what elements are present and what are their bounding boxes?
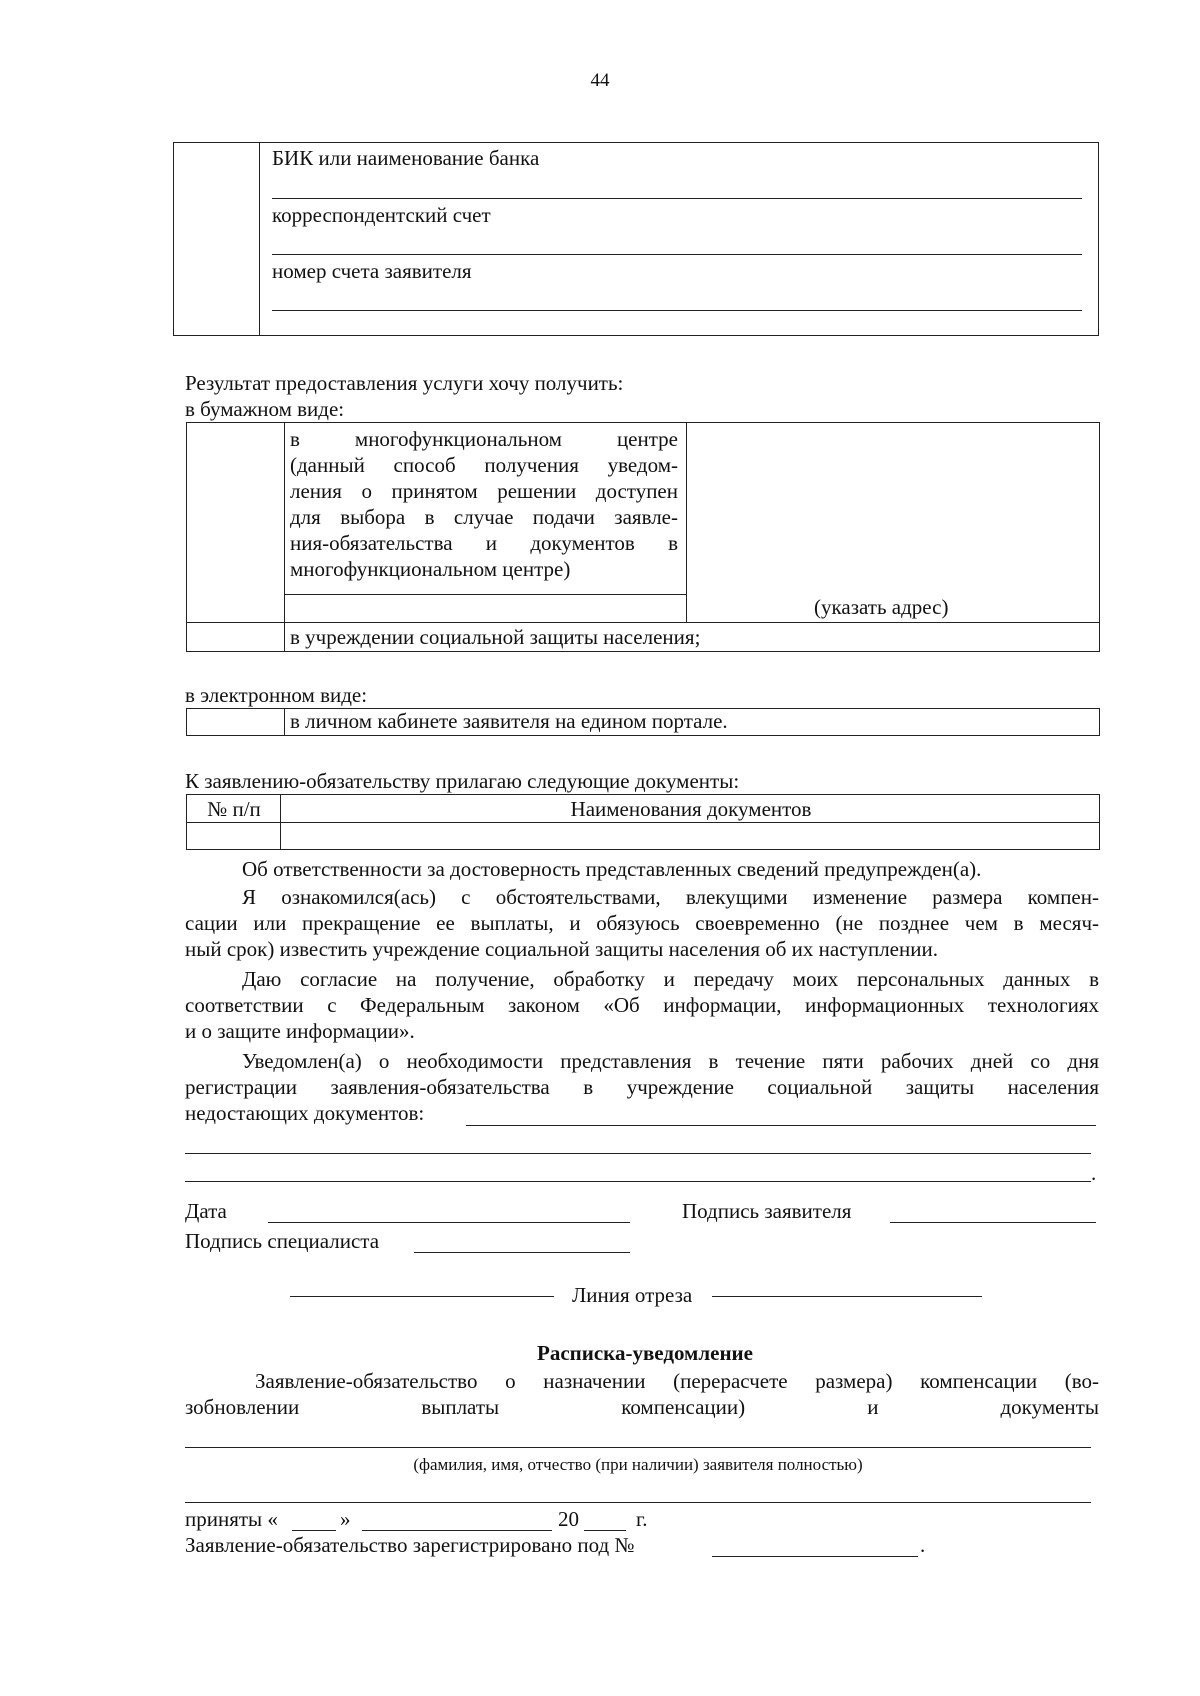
- receipt-word-5: документы: [1000, 1395, 1099, 1419]
- year-suffix: г.: [636, 1507, 648, 1531]
- receipt-line-2: [185, 1394, 1099, 1420]
- documents-intro: К заявлению-обязательству прилагаю следующие документы:: [185, 769, 740, 793]
- bik-label: БИК или наименование банка: [272, 146, 540, 170]
- accepted-year-field[interactable]: [584, 1530, 626, 1531]
- date-field[interactable]: [268, 1222, 630, 1223]
- documents-table-header-line: [186, 822, 1100, 823]
- paper-options-row-line-2: [186, 622, 1100, 623]
- mfc-option-checkbox[interactable]: [188, 424, 282, 620]
- portal-option: в личном кабинете заявителя на едином портале.: [290, 709, 728, 733]
- year-prefix: 20: [558, 1507, 579, 1531]
- electronic-form-label: в электронном виде:: [185, 683, 368, 707]
- bank-details-divider: [259, 142, 260, 336]
- cut-line-right: [712, 1296, 982, 1297]
- cut-line-label: Линия отреза: [572, 1283, 693, 1307]
- missing-docs-field-3[interactable]: [185, 1181, 1091, 1182]
- date-label: Дата: [185, 1199, 227, 1223]
- paper-form-label: в бумажном виде:: [185, 397, 345, 421]
- accepted-prefix: приняты «: [185, 1507, 278, 1531]
- notice-line-3: недостающих документов:: [185, 1101, 425, 1125]
- corr-account-field[interactable]: [272, 254, 1082, 255]
- applicant-fio-field-2[interactable]: [185, 1502, 1091, 1503]
- applicant-fio-field[interactable]: [185, 1447, 1091, 1448]
- receipt-word-2: выплаты: [421, 1395, 500, 1419]
- fio-hint: (фамилия, имя, отчество (при наличии) заявителя полностью): [413, 1455, 863, 1474]
- applicant-signature-label: Подпись заявителя: [682, 1199, 852, 1223]
- receipt-word-3: компенсации): [621, 1395, 746, 1419]
- accepted-month-field[interactable]: [362, 1530, 552, 1531]
- notice-line-1: Уведомлен(а) о необходимости представления в течение пяти рабочих дней со дня: [242, 1049, 1099, 1073]
- accepted-day-field[interactable]: [292, 1530, 336, 1531]
- bik-field[interactable]: [272, 198, 1082, 199]
- consent-line-1: Даю согласие на получение, обработку и передачу моих персональных данных в: [242, 967, 1099, 991]
- receipt-line-1: Заявление-обязательство о назначении (перерасчете размера) компенсации (во-: [255, 1369, 1099, 1393]
- paper-options-divider-1: [284, 422, 285, 652]
- social-institution-checkbox[interactable]: [188, 624, 282, 650]
- receipt-word-4: и: [867, 1395, 879, 1419]
- mfc-option-line-4: для выбора в случае подачи заявле-: [290, 505, 678, 529]
- corr-account-label: корреспондентский счет: [272, 203, 491, 227]
- address-hint: (указать адрес): [814, 595, 949, 619]
- missing-docs-field-2[interactable]: [185, 1153, 1091, 1154]
- registration-number-field[interactable]: [712, 1556, 918, 1557]
- awareness-line-1: Я ознакомился(ась) с обстоятельствами, влекущими изменение размера компен-: [242, 885, 1099, 909]
- mfc-option-line-6: многофункциональном центре): [290, 557, 571, 581]
- social-institution-option: в учреждении социальной защиты населения;: [290, 625, 701, 649]
- mfc-option-line-1: в многофункциональном центре: [290, 427, 678, 451]
- mfc-address-field[interactable]: [690, 424, 1096, 592]
- awareness-line-3: ный срок) известить учреждение социальной защиты населения об их наступлении.: [185, 937, 938, 961]
- consent-line-2: соответствии с Федеральным законом «Об информации, информационных технологиях: [185, 993, 1099, 1017]
- account-field[interactable]: [272, 310, 1082, 311]
- registered-end: .: [920, 1533, 926, 1557]
- missing-docs-period: .: [1091, 1161, 1097, 1185]
- paper-options-divider-2: [686, 422, 687, 622]
- mfc-option-line-5: ния-обязательства и документов в: [290, 531, 678, 555]
- documents-row-name-cell[interactable]: [282, 824, 1098, 848]
- cut-line-left: [290, 1296, 554, 1297]
- registered-label: Заявление-обязательство зарегистрировано под №: [185, 1533, 635, 1557]
- portal-option-checkbox[interactable]: [188, 710, 282, 734]
- applicant-signature-field[interactable]: [890, 1222, 1096, 1223]
- accepted-quote-close: »: [340, 1507, 351, 1531]
- specialist-signature-label: Подпись специалиста: [185, 1229, 380, 1253]
- missing-docs-field-1[interactable]: [466, 1125, 1096, 1126]
- paper-options-row-line-1: [284, 594, 686, 595]
- consent-line-3: и о защите информации».: [185, 1019, 415, 1043]
- documents-col-name: Наименования документов: [570, 797, 812, 821]
- page-number: 44: [590, 70, 610, 91]
- documents-row-number-cell[interactable]: [188, 824, 280, 848]
- notice-line-2: регистрации заявления-обязательства в учреждение социальной защиты населения: [185, 1075, 1099, 1099]
- mfc-option-line-3: ления о принятом решении доступен: [290, 479, 678, 503]
- receipt-word-1: зобновлении: [185, 1395, 300, 1419]
- responsibility-statement: Об ответственности за достоверность представленных сведений предупрежден(а).: [242, 857, 982, 881]
- account-label: номер счета заявителя: [272, 259, 472, 283]
- mfc-option-line-2: (данный способ получения уведом-: [290, 453, 678, 477]
- electronic-options-divider: [284, 708, 285, 736]
- awareness-line-2: сации или прекращение ее выплаты, и обязуюсь своевременно (не позднее чем в месяч-: [185, 911, 1099, 935]
- specialist-signature-field[interactable]: [414, 1252, 630, 1253]
- result-intro: Результат предоставления услуги хочу получить:: [185, 371, 624, 395]
- bank-details-table: [173, 142, 1099, 336]
- documents-col-number: № п/п: [207, 797, 261, 821]
- receipt-title: Расписка-уведомление: [537, 1341, 753, 1365]
